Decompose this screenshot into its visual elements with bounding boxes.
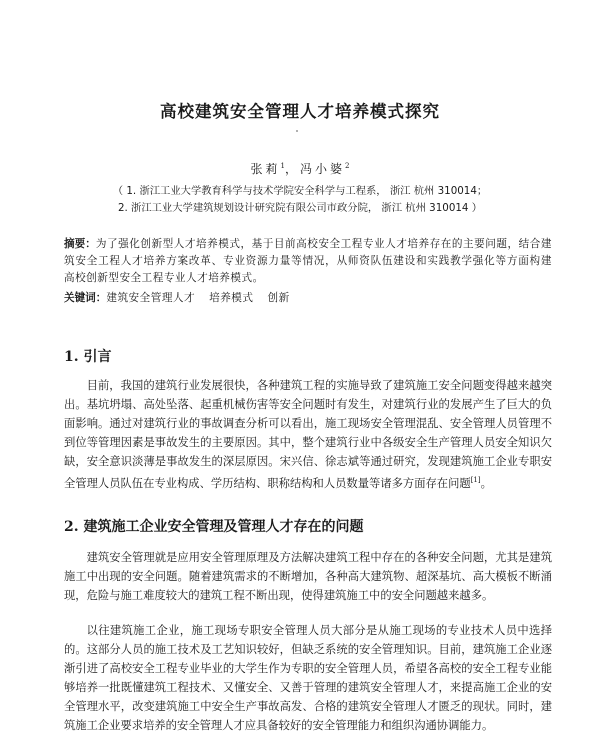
section-1-heading: 1. 引言: [64, 349, 112, 365]
abstract-text: 为了强化创新型人才培养模式，基于目前高校安全工程专业人才培养存在的主要问题，结合建筑安全工程人才培养方案改革、专业资源力量等情况，从师资队伍建设和实践教学强化等方面构建高校创新型安全工程专业人才培养模式。: [64, 238, 553, 284]
section-1-paragraph-1: [64, 376, 552, 493]
section-2-paragraph-2: 以往建筑施工企业，施工现场专职安全管理人员大部分是从施工现场的专业技术人员中选择的。这部分人员的施工技术及工艺知识较好，但缺乏系统的安全管理知识。目前，建筑施工企业逐渐引进了高校安全工程专业毕业的大学生作为专职的安全管理人员，希望各高校的安全工程专业能够培养一批既懂建筑工程技术、又懂安全、又善于管理的建筑安全管理人才，来提高施工企业的安全管理水平，改变建筑施工中安全生产事故高发、合格的建筑安全管理人才匮乏的现状。同时，建筑施工企业要求培养的安全管理人才应具备较好的安全管理能力和组织沟通协调能力。: [64, 624, 552, 732]
section-1-paragraph-1-tail: 。: [480, 476, 492, 490]
author-line: [0, 160, 600, 177]
section-2-heading: 2. 建筑施工企业安全管理及管理人才存在的问题: [64, 519, 364, 535]
paper-title: 高校建筑安全管理人才培养模式探究: [160, 102, 440, 121]
author-separator: ，: [284, 162, 300, 176]
decorative-dot: [296, 130, 298, 132]
abstract: [64, 236, 552, 287]
affiliation-1: （ 1. 浙江工业大学教育科学与技术学院安全科学与工程系， 浙江 杭州 310014；: [112, 185, 488, 197]
author-1: 张莉: [250, 162, 281, 176]
keyword-3: 创新: [267, 292, 290, 304]
keyword-2: 培养模式: [209, 292, 254, 304]
affiliation-2: 2. 浙江工业大学建筑规划设计研究院有限公司市政分院， 浙江 杭州 310014 ）: [117, 202, 483, 214]
keywords: [64, 290, 552, 305]
keywords-label: 关键词：: [64, 292, 107, 304]
section-1-paragraph-1-text: 目前，我国的建筑行业发展很快，各种建筑工程的实施导致了建筑施工安全问题变得越来越突出。基坑坍塌、高处坠落、起重机械伤害等安全问题时有发生，对建筑行业的发展产生了巨大的负面影响。通过对建筑行业的事故调查分析可以看出，施工现场安全管理混乱、安全管理人员管理不到位等管理因素是事故发生的主要原因。其中，整个建筑行业中各级安全生产管理人员安全知识欠缺，安全意识淡薄是事故发生的深层原因。宋兴信、徐志斌等通过研究，发现建筑施工企业专职安全管理人员队伍在专业构成、学历结构、职称结构和人员数量等诸多方面存在问题: [64, 379, 552, 490]
keyword-1: 建筑安全管理人才: [106, 292, 196, 304]
section-2-paragraph-1: 建筑安全管理就是应用安全管理原理及方法解决建筑工程中存在的各种安全问题，尤其是建筑施工中出现的安全问题。随着建筑需求的不断增加，各种高大建筑物、超深基坑、高大模板不断涌现，危险与施工难度较大的建筑工程不断出现，使得建筑施工中的安全问题越来越多。: [64, 551, 552, 602]
author-2-sup: 2: [345, 162, 350, 170]
author-2: 冯小婆: [300, 162, 346, 176]
citation: [1]: [470, 476, 481, 484]
author-1-sup: 1: [280, 162, 285, 170]
abstract-label: 摘要：: [64, 238, 96, 250]
